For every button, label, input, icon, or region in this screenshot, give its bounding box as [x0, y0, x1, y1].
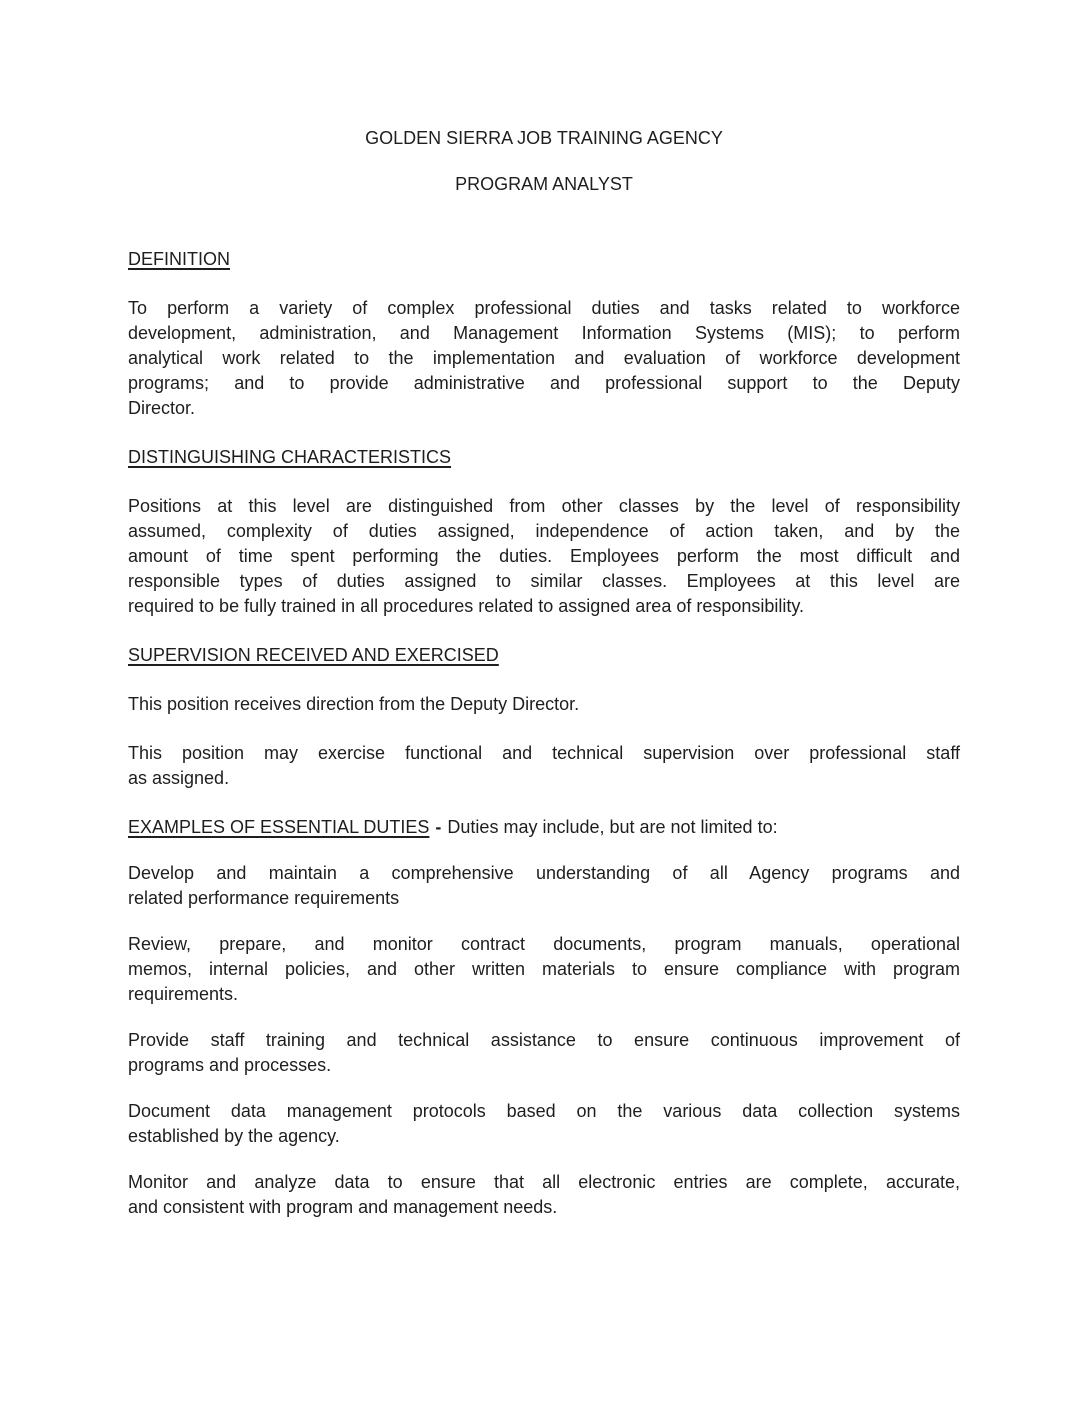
text-line: memos, internal policies, and other written materials to ensure compliance with program: [128, 959, 960, 979]
section-heading-row: [128, 247, 960, 272]
paragraph: [128, 1170, 960, 1220]
text-line: Review, prepare, and monitor contract documents, program manuals, operational: [128, 934, 960, 954]
document-title: GOLDEN SIERRA JOB TRAINING AGENCY: [365, 128, 723, 148]
text-line: Provide staff training and technical assistance to ensure continuous improvement of: [128, 1030, 960, 1050]
text-line: To perform a variety of complex professional duties and tasks related to workforce: [128, 298, 960, 318]
paragraph: [128, 692, 960, 717]
text-line: Director.: [128, 398, 196, 418]
section-distinguishing-characteristics: [128, 445, 960, 619]
text-line: analytical work related to the implementation and evaluation of workforce development: [128, 348, 960, 368]
section-examples-of-essential-duties: [128, 815, 960, 1220]
text-line: programs and processes.: [128, 1055, 332, 1075]
section-heading: SUPERVISION RECEIVED AND EXERCISED: [128, 645, 499, 665]
section-heading: EXAMPLES OF ESSENTIAL DUTIES: [128, 817, 430, 837]
text-line: requirements.: [128, 984, 239, 1004]
text-line: Document data management protocols based on the various data collection systems: [128, 1101, 960, 1121]
text-line: development, administration, and Management Information Systems (MIS); to perform: [128, 323, 960, 343]
paragraph: [128, 296, 960, 421]
paragraph: [128, 1099, 960, 1149]
text-line: Monitor and analyze data to ensure that all electronic entries are complete, accurate,: [128, 1172, 960, 1192]
paragraph: [128, 1028, 960, 1078]
section-heading-row: [128, 643, 960, 668]
text-line: as assigned.: [128, 768, 230, 788]
paragraph: [128, 741, 960, 791]
section-heading-row: [128, 815, 960, 840]
text-line: Develop and maintain a comprehensive understanding of all Agency programs and: [128, 863, 960, 883]
text-line: programs; and to provide administrative and professional support to the Deputy: [128, 373, 960, 393]
document-subtitle: PROGRAM ANALYST: [455, 174, 633, 194]
paragraph: [128, 494, 960, 619]
section-heading: DISTINGUISHING CHARACTERISTICS: [128, 447, 452, 467]
heading-note: Duties may include, but are not limited to:: [447, 817, 778, 837]
text-line: This position receives direction from the Deputy Director.: [128, 694, 580, 714]
text-line: and consistent with program and management needs.: [128, 1197, 558, 1217]
text-line: This position may exercise functional and technical supervision over professional staff: [128, 743, 960, 763]
section-supervision-received-and-exercised: [128, 643, 960, 791]
paragraph: [128, 861, 960, 911]
section-heading: DEFINITION: [128, 249, 230, 269]
text-line: established by the agency.: [128, 1126, 340, 1146]
text-line: related performance requirements: [128, 888, 400, 908]
text-line: assumed, complexity of duties assigned, independence of action taken, and by the: [128, 521, 960, 541]
text-line: Positions at this level are distinguished from other classes by the level of responsibility: [128, 496, 960, 516]
section-definition: [128, 247, 960, 421]
text-line: responsible types of duties assigned to similar classes. Employees at this level are: [128, 571, 960, 591]
paragraph: [128, 932, 960, 1007]
heading-dash: -: [435, 817, 442, 837]
section-heading-row: [128, 445, 960, 470]
text-line: amount of time spent performing the duties. Employees perform the most difficult and: [128, 546, 960, 566]
text-line: required to be fully trained in all procedures related to assigned area of responsibility.: [128, 596, 805, 616]
